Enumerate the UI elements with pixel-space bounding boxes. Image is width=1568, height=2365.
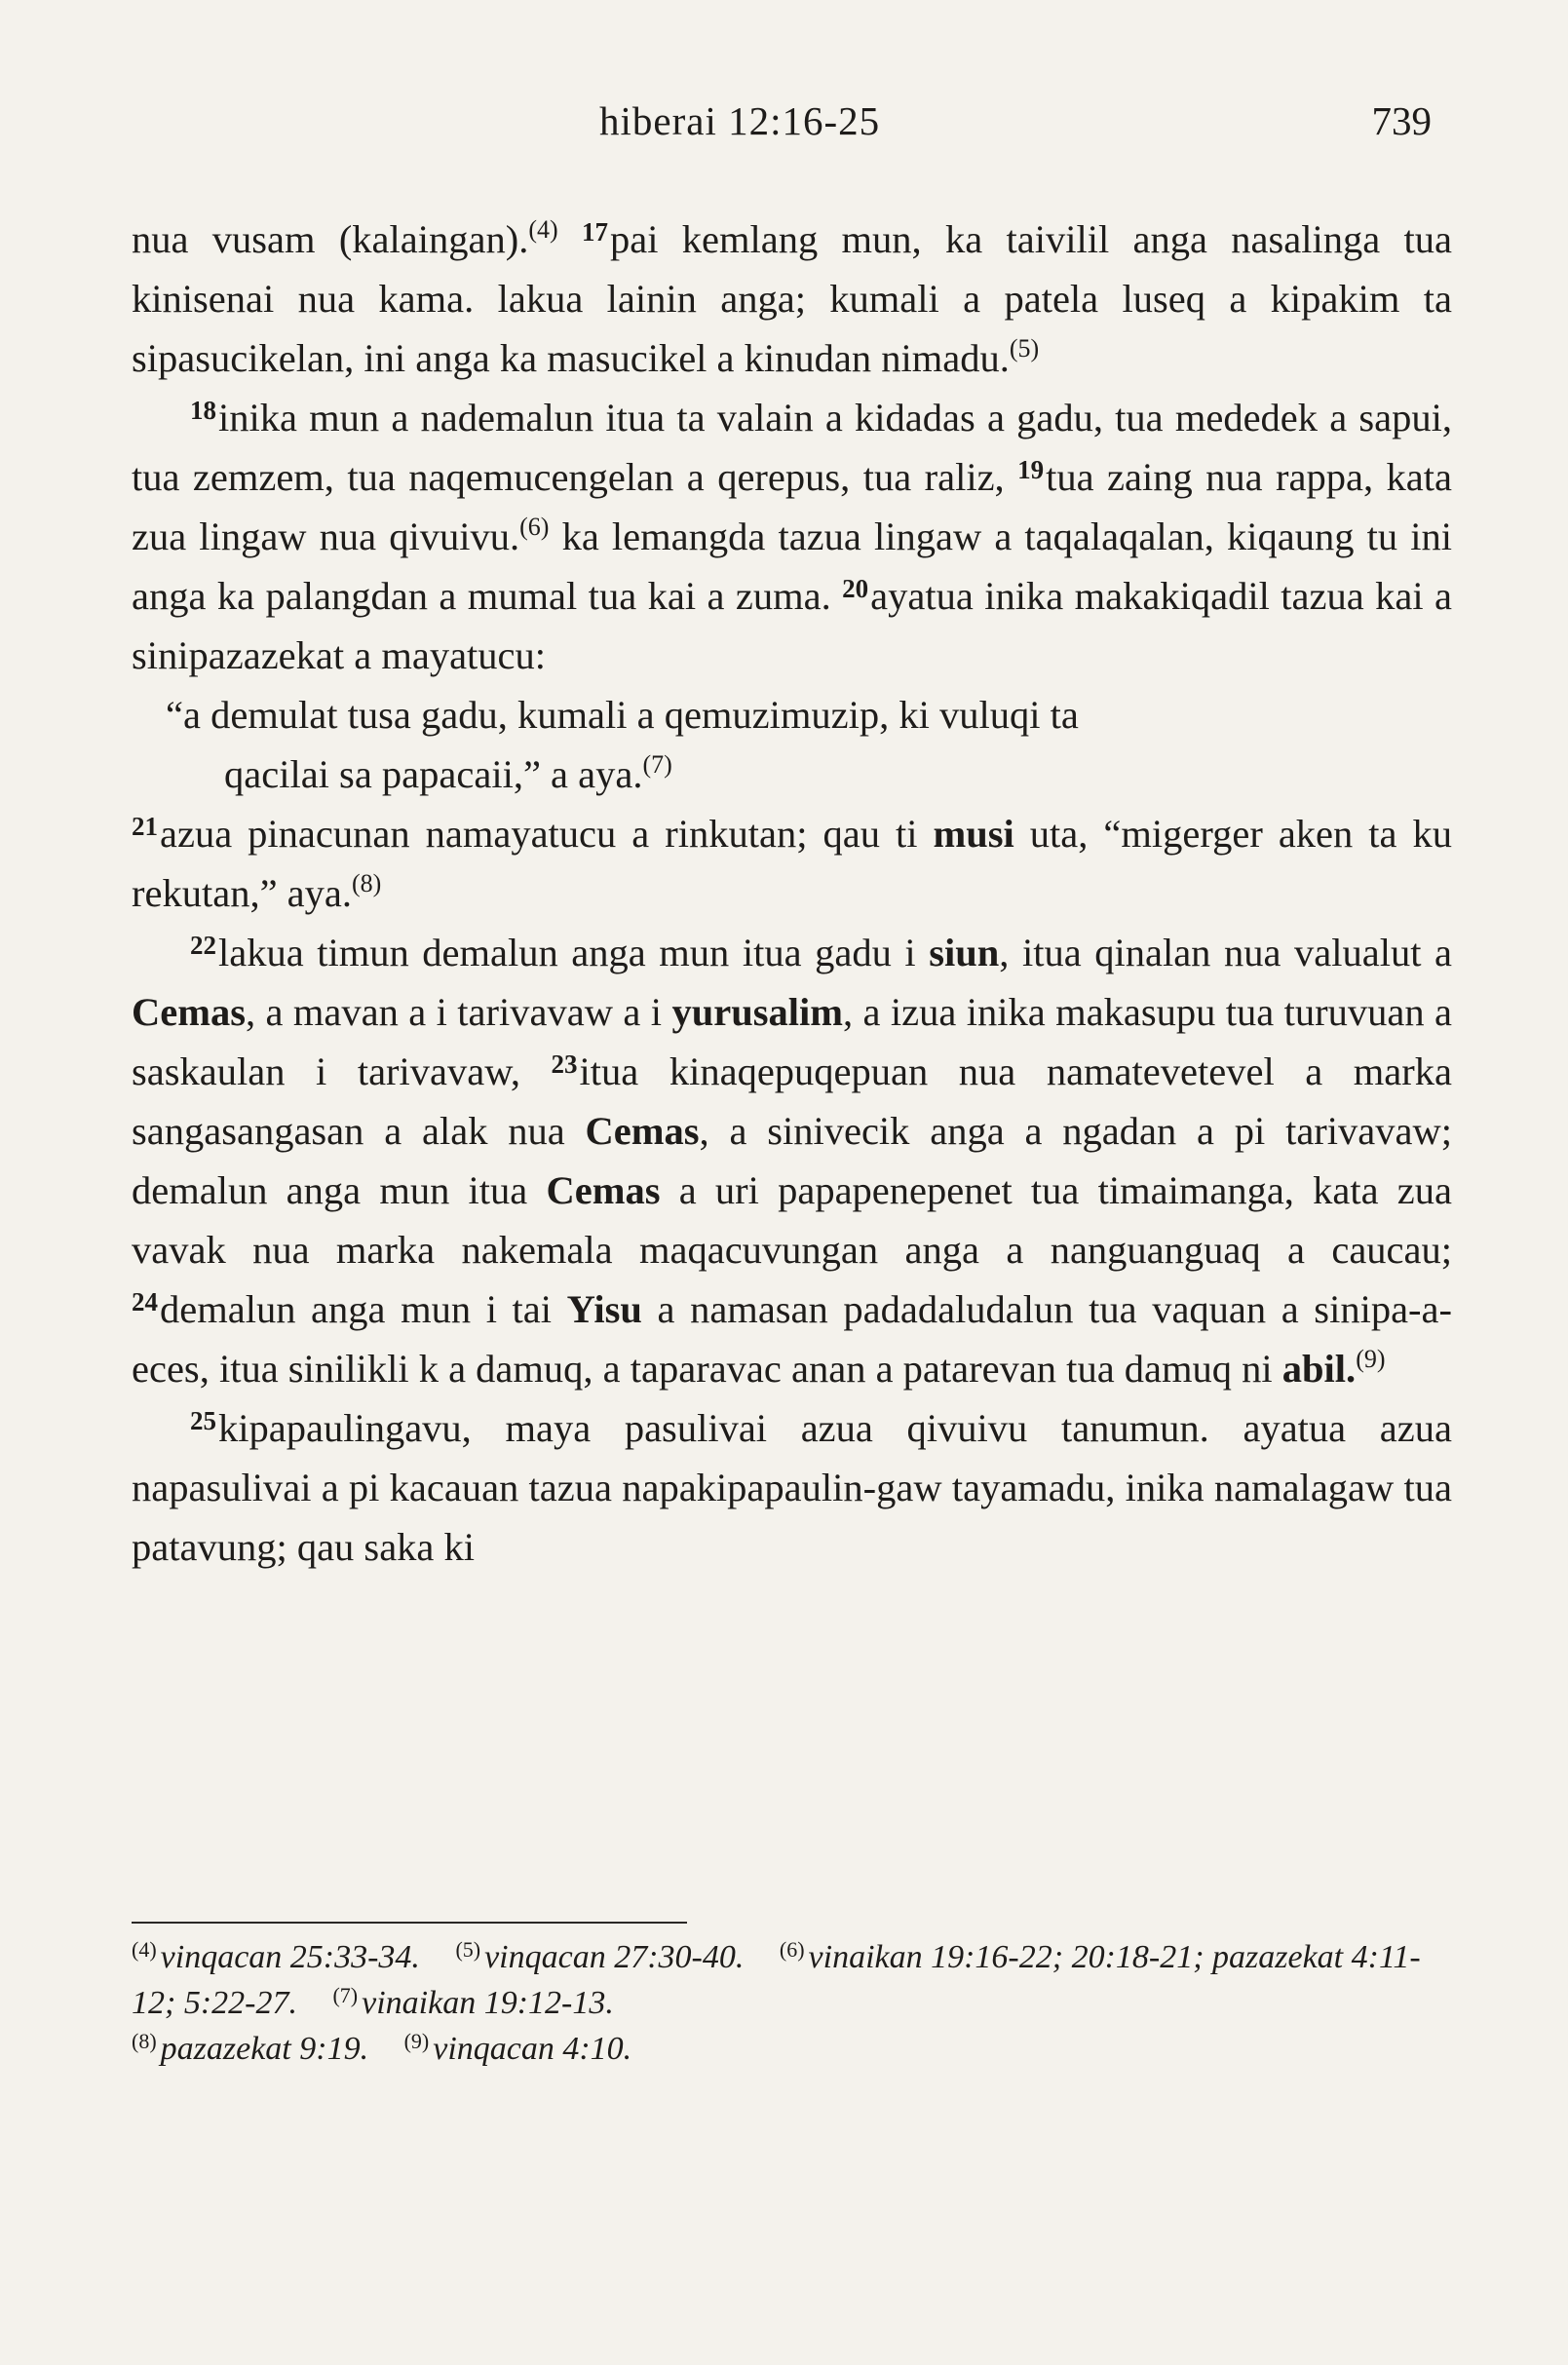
running-header xyxy=(580,97,1432,156)
paragraph-2 xyxy=(132,388,1452,685)
verse-number: 18 xyxy=(190,396,216,425)
footnote-text: vinqacan 25:33-34. xyxy=(160,1939,420,1975)
verse-number: 17 xyxy=(582,217,608,247)
bold-word: musi xyxy=(933,812,1014,856)
footnotes xyxy=(132,1934,1452,2072)
verse-number: 24 xyxy=(132,1287,158,1316)
footnote-text: vinaikan 19:12-13. xyxy=(362,1985,614,2021)
text-run: lakua timun demalun anga mun itua gadu i xyxy=(218,931,916,974)
header-title: hiberai 12:16-25 xyxy=(599,98,881,143)
text-run: demalun anga mun i tai xyxy=(160,1287,553,1331)
footnote-ref: (5) xyxy=(1009,334,1040,362)
footnote-ref: (7) xyxy=(642,750,672,779)
text-run: a namasan padadaludalun tua vaquan a sinipa-a-eces, itua sinilikli k a damuq, a taparavac anan a patarevan tua damuq ni xyxy=(132,1287,1452,1391)
bold-word: yurusalim xyxy=(671,990,843,1034)
page-number: 739 xyxy=(1371,98,1432,143)
text-run: azua pinacunan namayatucu a rinkutan; qau ti xyxy=(160,812,918,856)
text-run: kipapaulingavu, maya pasulivai azua qivuivu tanumun. ayatua azua napasulivai a pi kacauan tazua napakipapaulin-gaw tayamadu, inika namalagaw tua patavung; qau saka ki xyxy=(132,1406,1452,1569)
text-run: tua zaing nua rappa, kata zua lingaw nua qivuivu. xyxy=(132,455,1453,558)
quote-line-1 xyxy=(132,685,1452,744)
footnote-marker: (5) xyxy=(455,1937,481,1962)
verse-number: 19 xyxy=(1017,455,1045,484)
bold-word: Yisu xyxy=(566,1287,642,1331)
text-run: inika mun a nademalun itua ta valain a kidadas a gadu, tua mededek a sapui, tua zemzem, tua naqemucengelan a qerepus, tua raliz, xyxy=(132,396,1452,499)
footnote-text: pazazekat 9:19. xyxy=(160,2031,369,2067)
text-run: qacilai sa papacaii,” a aya. xyxy=(224,752,643,796)
text-run: “a demulat tusa gadu, kumali a qemuzimuzip, ki vuluqi ta xyxy=(166,693,1079,737)
bold-word: Cemas xyxy=(585,1109,700,1153)
bold-word: siun xyxy=(929,931,1000,974)
text-run: pai kemlang mun, ka taivilil anga nasalinga tua kinisenai nua kama. lakua lainin anga; kumali a patela luseq a kipakim ta sipasucikelan, ini anga ka masucikel a kinudan nimadu. xyxy=(132,217,1453,380)
text-run: , itua qinalan nua valualut a xyxy=(999,931,1452,974)
footnote-text: vinqacan 27:30-40. xyxy=(484,1939,745,1975)
verse-number: 23 xyxy=(551,1049,578,1079)
text-run: ka lemangda tazua lingaw a taqalaqalan, kiqaung tu ini anga ka palangdan a mumal tua kai a zuma. xyxy=(132,515,1453,618)
footnote-text: vinaikan 19:16-22; 20:18-21; pazazekat 4:11-12; 5:22-27. xyxy=(132,1939,1421,2021)
footnote-ref: (8) xyxy=(352,869,382,897)
text-run: a uri papapenepenet tua timaimanga, kata zua vavak nua marka nakemala maqacuvungan anga a nanguanguaq a caucau; xyxy=(132,1168,1453,1272)
verse-number: 22 xyxy=(190,931,216,960)
bold-word: Cemas xyxy=(546,1168,661,1212)
text-run: , a mavan a i tarivavaw a i xyxy=(245,990,663,1034)
verse-number: 20 xyxy=(842,574,869,603)
paragraph-3 xyxy=(132,804,1452,923)
footnote-marker: (4) xyxy=(132,1937,157,1962)
footnote-ref: (6) xyxy=(519,513,550,541)
paragraph-4 xyxy=(132,923,1452,1398)
footnote-marker: (8) xyxy=(132,2029,157,2053)
verse-number: 21 xyxy=(132,812,158,841)
footnote-ref: (9) xyxy=(1356,1345,1386,1373)
footnote-ref: (4) xyxy=(528,215,558,244)
body-text xyxy=(132,210,1452,1577)
quote-line-2 xyxy=(132,744,1452,804)
text-run: itua kinaqepuqepuan nua namatevetevel a marka sangasangasan a alak nua xyxy=(132,1049,1452,1153)
paragraph-5 xyxy=(132,1398,1452,1577)
paragraph-1 xyxy=(132,210,1452,388)
footnote-marker: (6) xyxy=(779,1937,805,1962)
text-run: nua vusam (kalaingan). xyxy=(132,217,529,261)
bold-word: abil. xyxy=(1281,1347,1357,1391)
verse-number: 25 xyxy=(190,1406,216,1435)
text-run: , a sinivecik anga a ngadan a pi tarivavaw; demalun anga mun itua xyxy=(132,1109,1452,1212)
text-run: ayatua inika makakiqadil tazua kai a sinipazazekat a mayatucu: xyxy=(132,574,1453,677)
bold-word: Cemas xyxy=(132,990,246,1034)
text-run: uta, “migerger aken ta ku rekutan,” aya. xyxy=(132,812,1453,915)
footnote-marker: (9) xyxy=(403,2029,430,2053)
text-run: , a izua inika makasupu tua turuvuan a saskaulan i tarivavaw, xyxy=(132,990,1453,1093)
footnote-marker: (7) xyxy=(332,1983,359,2007)
footnote-divider xyxy=(132,1922,687,1924)
footnote-text: vinqacan 4:10. xyxy=(433,2031,632,2067)
